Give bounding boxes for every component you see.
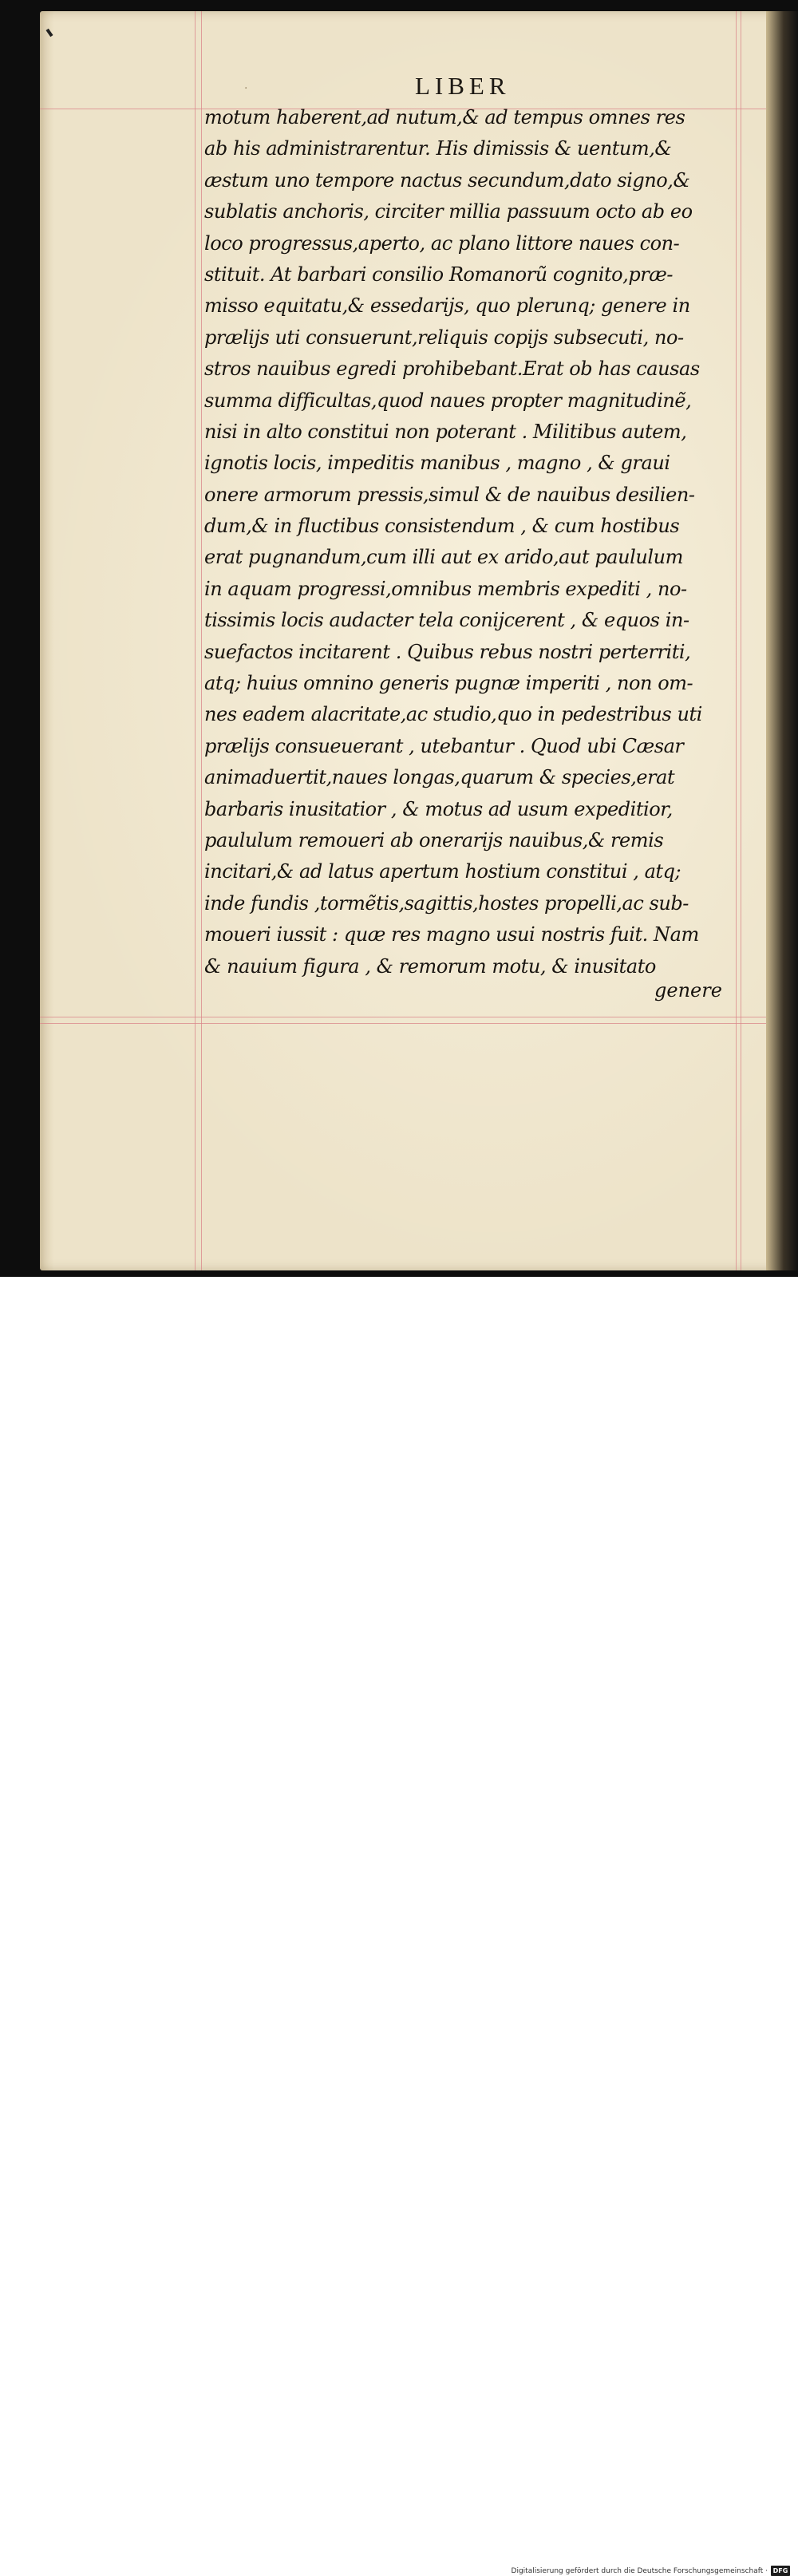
- text-line: & nauium figura , & remorum motu, & inusitato: [204, 954, 656, 978]
- text-line: animaduertit,naues longas,quarum & species,erat: [204, 766, 675, 789]
- text-line: dum,& in fluctibus consistendum , & cum hostibus: [204, 515, 680, 538]
- dfg-logo-icon: DFG: [771, 2566, 790, 2576]
- text-line: incitari,& ad latus apertum hostium constitui , atq;: [204, 860, 681, 883]
- text-line: barbaris inusitatior , & motus ad usum expeditior,: [204, 797, 673, 820]
- text-line: summa difficultas,quod naues propter magnitudinẽ,: [204, 389, 692, 412]
- text-line: tissimis locis audacter tela conijcerent , & equos in-: [204, 609, 689, 632]
- text-line: nisi in alto constitui non poterant . Militibus autem,: [204, 420, 687, 443]
- text-line: prælijs uti consuerunt,reliquis copijs subsecuti, no-: [204, 326, 684, 349]
- text-line: sublatis anchoris, circiter millia passuum octo ab eo: [204, 200, 693, 223]
- text-line: motum haberent,ad nutum,& ad tempus omnes res: [204, 106, 685, 128]
- text-line: æstum uno tempore nactus secundum,dato signo,&: [204, 168, 690, 192]
- margin-rule-left-inner: [201, 11, 202, 1270]
- text-line: moueri iussit : quæ res magno usui nostris fuit. Nam: [204, 923, 699, 946]
- text-line: misso equitatu,& essedarijs, quo plerunq; genere in: [204, 294, 690, 318]
- text-line: loco progressus,aperto, ac plano littore naues con-: [204, 231, 680, 255]
- margin-rule-left: [195, 11, 196, 1270]
- text-line: suefactos incitarent . Quibus rebus nostri perterriti,: [204, 640, 691, 663]
- catchword: genere: [654, 979, 722, 1002]
- text-line: ignotis locis, impeditis manibus , magno , & graui: [204, 452, 670, 475]
- text-line: inde fundis ,tormẽtis,sagittis,hostes propelli,ac sub-: [204, 891, 689, 915]
- text-line: nes eadem alacritate,ac studio,quo in pedestribus uti: [204, 703, 702, 726]
- running-head: LIBER: [415, 72, 511, 100]
- text-line: in aquam progressi,omnibus membris expediti , no-: [204, 577, 687, 600]
- text-line: ab his administrarentur. His dimissis & uentum,&: [204, 137, 672, 160]
- text-block: [204, 102, 733, 982]
- text-line: onere armorum pressis,simul & de nauibus desilien-: [204, 483, 695, 506]
- digitization-credit: Digitalisierung gefördert durch die Deutsche Forschungsgemeinschaft ·: [511, 2567, 768, 2575]
- text-line: erat pugnandum,cum illi aut ex arido,aut paululum: [204, 546, 683, 569]
- text-line: stros nauibus egredi prohibebant.Erat ob has causas: [204, 358, 700, 381]
- foot-rule-inner: [40, 1023, 792, 1024]
- ink-smudge: ·: [244, 82, 248, 95]
- margin-rule-right: [736, 11, 737, 1270]
- gutter-shadow: [766, 11, 798, 1270]
- text-line: paululum remoueri ab onerarijs nauibus,& remis: [204, 828, 664, 851]
- text-line: atq; huius omnino generis pugnæ imperiti , non om-: [204, 672, 693, 695]
- text-line: stituit. At barbari consilio Romanorũ cognito,præ-: [204, 263, 674, 286]
- footer-bar: [0, 1277, 798, 2575]
- text-line: prælijs consueuerant , utebantur . Quod ubi Cæsar: [204, 734, 684, 757]
